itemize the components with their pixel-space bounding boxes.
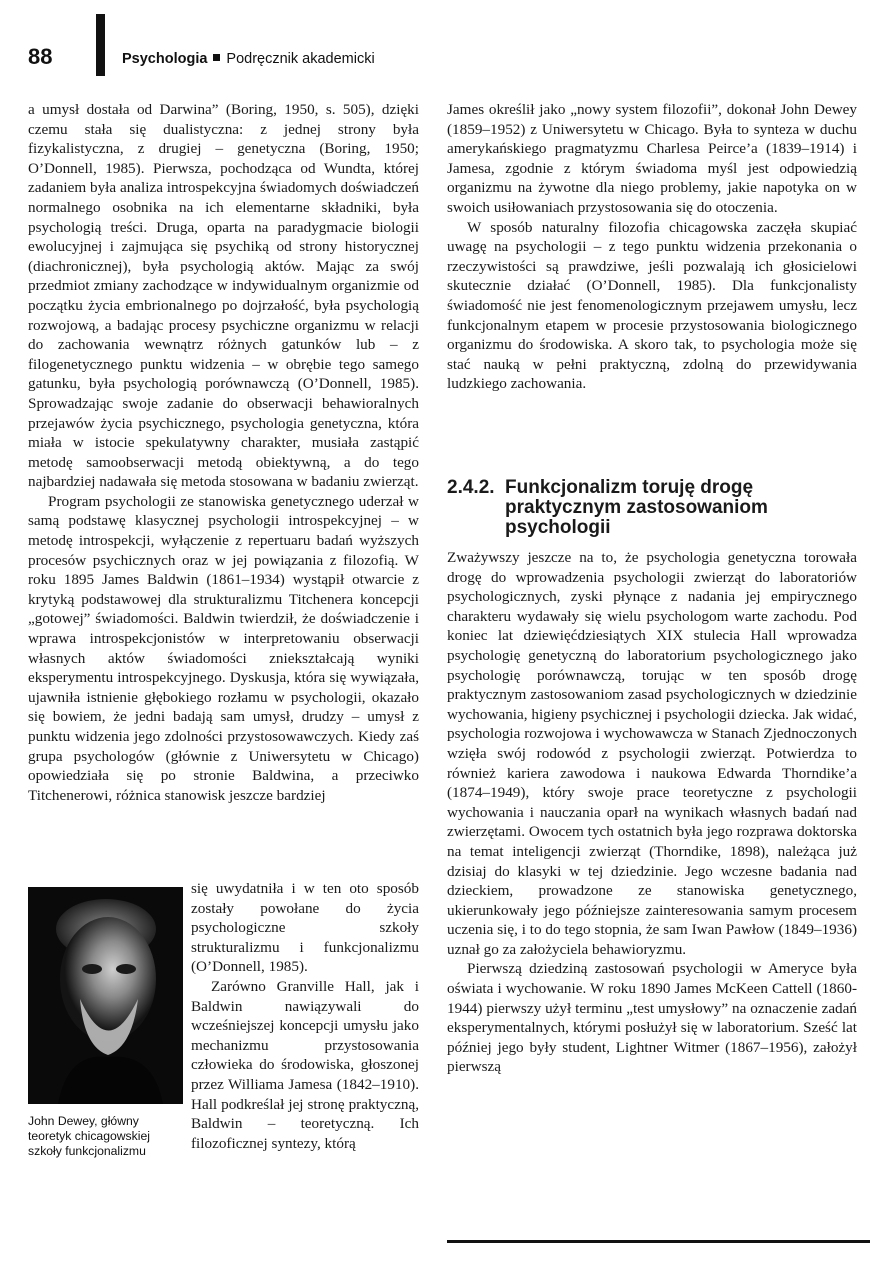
right-paragraph-3: Zważywszy jeszcze na to, że psychologia genetyczna torowała drogę do wprowadzenia psychologii zwierząt do laboratoriów psychologicznych, zyski płynące z nadania jej empirycznego charakteru wydawały się wielu psychologom warte zachodu. Pod koniec lat dziewięćdziesiątych XIX stulecia Hall wprowadza psychologię genetyczną do laboratorium psychologicznego jako psychologię porównawczą, torując w ten sposób drogę praktycznym zastosowaniom zasad psychologicznych w dziedzinie wychowania, higieny psychicznej i psychologii dziecka. Jak widać, psychologia rozwojowa i wychowawcza w Stanach Zjednoczonych wzięła swój rodowód z psychologii zwierząt. Potwierdza to również kariera zawodowa i naukowa Edwarda Thorndike’a (1874–1949), który swoje prace teoretyczne z psychologii wychowania i nauczania oparł na wynikach własnych badań nad zwierzętami. Owocem tych ostatnich była jego rozprawa doktorska na temat inteligencji zwierząt (Thorndike, 1898), należąca już dzisiaj do klasyki w tej dziedzinie. Jego wczesne badania nad dzieckiem, prowadzone ze stanowiska genetycznego, ukierunkowały jego późniejsze zainteresowania samym procesem uczenia się, i to do tego stopnia, że sam Iwan Pawłow (1849–1936) uznał go za założyciela behawioryzmu. (447, 549, 857, 958)
section-number: 2.4.2. (447, 477, 495, 498)
left-paragraph-1: a umysł dostała od Darwina” (Boring, 1950, s. 505), dzięki czemu stała się dualistyczna: z jednej strony była fizykalistyczna, z drugiej – genetyczna (Boring, 1950; O’Donnell, 1985). Pierwsza, pochodząca od Wundta, której zadaniem była analiza introspekcyjna świadomych doświadczeń normalnego osobnika na ich elementarne składniki, była psychologią treści. Druga, oparta na paradygmacie biologii ewolucyjnej i zajmująca się psychiką od strony historycznej (diachronicznej), była psychologią aktów. Mając za swój przedmiot zmiany zachodzące w indywidualnym organizmie od początku życia embrionalnego po dojrzałość, była psychologią rozwojową, a badając procesy psychiczne organizmu w relacji do zachowania wewnątrz różnych gatunków lub – z filogenetycznego punktu widzenia – w obrębie tego samego gatunku, była psychologią porównawczą (O’Donnell, 1985). Sprowadzając swoje zadanie do obserwacji behawioralnych przejawów życia psychicznego, psychologia genetyczna, która miała w istocie spekulatywny charakter, musiała zastąpić metodę samoobserwacji metodą obiektywną, a do tego najbardziej nadawała się metoda stosowana w badaniu zwierząt. (28, 101, 419, 491)
book-title: Psychologia (122, 51, 208, 67)
square-bullet-icon (213, 54, 220, 61)
book-subtitle: Podręcznik akademicki (226, 51, 375, 67)
right-paragraph-1: James określił jako „nowy system filozofii”, dokonał John Dewey (1859–1952) z Uniwersytetu w Chicago. Była to synteza w duchu amerykańskiego pragmatyzmu Charlesa Peirce’a (1839–1914) i Jamesa, zgodnie z którym świadoma myśl jest odpowiedzią organizmu na żywotne dla niego problemy, jakie napotyka on w swoich usiłowaniach przystosowania się do otoczenia. (447, 101, 857, 216)
header-bar (96, 14, 105, 76)
running-header (122, 51, 375, 67)
right-column-bottom (447, 548, 857, 1077)
left-paragraph-2: Program psychologii ze stanowiska genetycznego uderzał w samą podstawę klasycznej psychologii introspekcyjnej – w metodę introspekcji, wyłączenie z repertuaru badań wyższych procesów psychicznych oraz w jej powiązania z filozofią. W roku 1895 James Baldwin (1861–1934) wystąpił otwarcie z krytyką podstawowej dla strukturalizmu Titchenera koncepcji „gotowej” świadomości. Baldwin twierdził, że doświadczenie i wprawa introspekcjonistów w interpretowaniu obserwacji własnych aktów świadomości zniekształcają wyniki eksperymentu introspekcyjnego. Dyskusja, która się wywiązała, ujawniła istnienie głębokiego rozłamu w psychologii, okazało się bowiem, że jedni badają sam umysł, drudzy – umysł z punktu widzenia jego zdolności przystosowawczych. Kiedy zaś grupa psychologów (głównie z Uniwersytetu w Chicago) opowiedziała się po stronie Baldwina, a przeciwko Titchenerowi, różnica stanowisk jeszcze bardziej (28, 492, 419, 804)
right-paragraph-2: W sposób naturalny filozofia chicagowska zaczęła skupiać uwagę na psychologii – z tego punktu widzenia przekonania o rzeczywistości są prawdziwe, jeśli pozwalają ich głosicielowi skutecznie działać (O’Donnell, 1985). Dla funkcjonalisty świadomość nie jest fenomenologicznym przejawem umysłu, lecz funkcjonalnym etapem w procesie przystosowania biologicznego organizmu do środowiska. A skoro tak, to psychologia może się stać nauką w pełni praktyczną, zdolną do przewidywania ludzkiego zachowania. (447, 218, 857, 393)
section-title: Funkcjonalizm toruję drogę praktycznym zastosowaniom psychologii (505, 477, 768, 538)
right-column-top (447, 100, 857, 394)
page-number: 88 (28, 44, 53, 69)
bottom-rule (447, 1240, 870, 1243)
portrait-photo (28, 887, 183, 1104)
left-paragraph-3: Zarówno Granville Hall, jak i Baldwin nawiązywali do wcześniejszej koncepcji umysłu jako mechanizmu przystosowania człowieka do środowiska, głoszonej przez Williama Jamesa (1842–1910). Hall podkreślał jej stronę praktyczną, Baldwin – teoretyczną. Ich filozoficznej syntezy, którą (191, 977, 419, 1152)
figure-caption: John Dewey, główny teoretyk chicagowskiej szkoły funkcjonalizmu (28, 1114, 150, 1158)
left-paragraph-2-continued: się uwydatniła i w ten oto sposób zostały powołane do życia psychologiczne szkoły strukturalizmu i funkcjonalizmu (O’Donnell, 1985). (191, 880, 419, 976)
left-column (28, 100, 419, 805)
right-paragraph-4: Pierwszą dziedziną zastosowań psychologii w Ameryce była oświata i wychowanie. W roku 1890 James McKeen Cattell (1860-1944) pierwszy użył terminu „test umysłowy” na oznaczenie zadań eksperymentalnych, którymi posłużył się w laboratorium. Sześć lat później jego były student, Lightner Witmer (1867–1956), założył pierwszą (447, 960, 857, 1076)
portrait-photo-icon (28, 887, 183, 1104)
left-narrow-column (191, 879, 419, 1153)
